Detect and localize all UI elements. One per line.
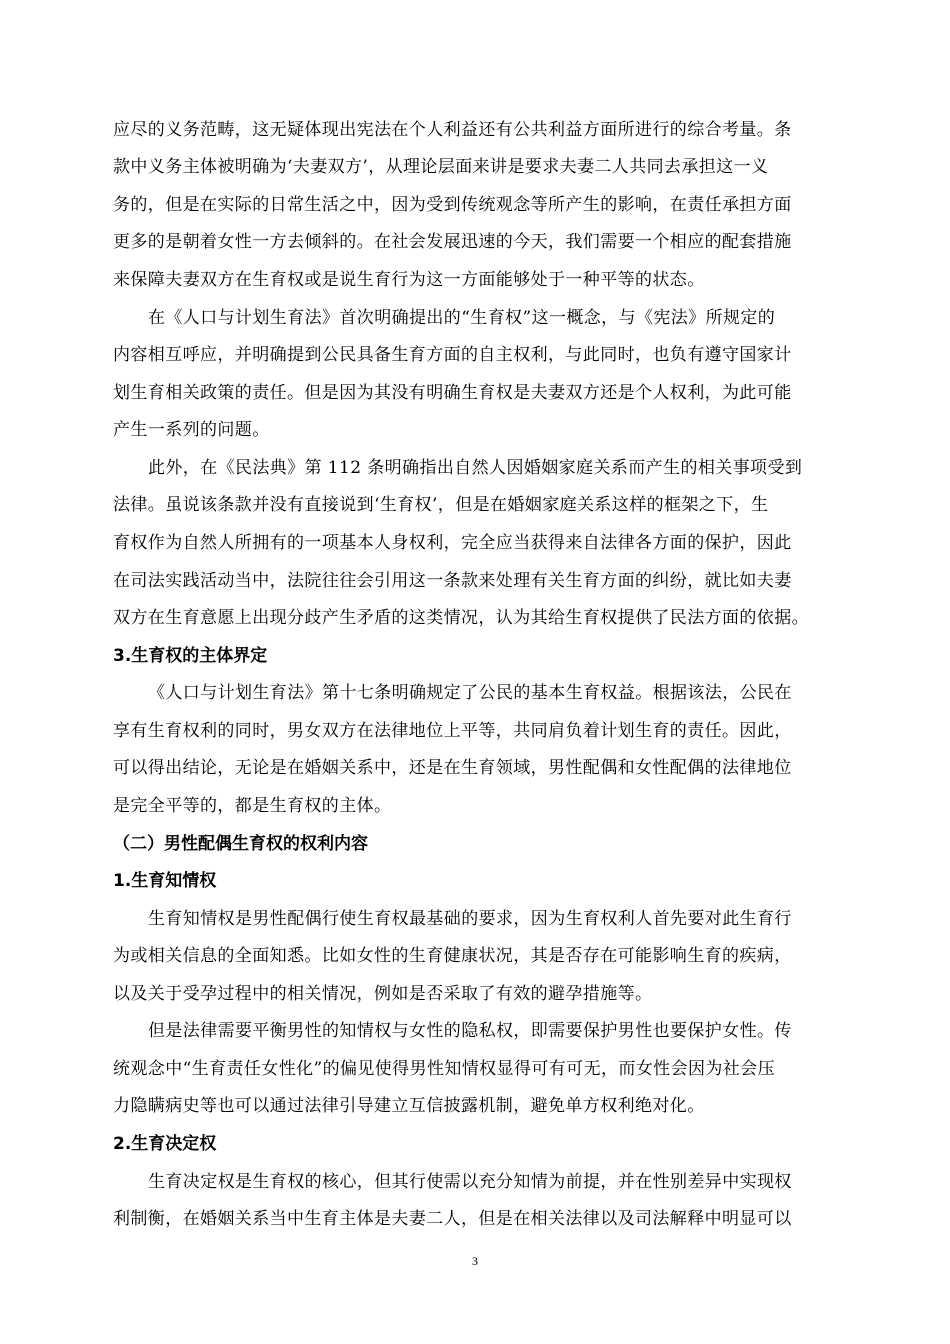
text-line: 产生一系列的问题。 xyxy=(113,420,270,440)
text-line: 法律。虽说该条款并没有直接说到‘生育权’，但是在婚姻家庭关系这样的框架之下，生 xyxy=(113,495,769,515)
text-line: 生育决定权是生育权的核心，但其行使需以充分知情为前提，并在性别差异中实现权 xyxy=(148,1172,792,1192)
text-line: 生育知情权是男性配偶行使生育权最基础的要求，因为生育权利人首先要对此生育行 xyxy=(148,909,792,929)
text-line: 款中义务主体被明确为‘夫妻双方’，从理论层面来讲是要求夫妻二人共同去承担这一义 xyxy=(113,157,769,177)
subsection-heading: 3.生育权的主体界定 xyxy=(113,646,268,666)
text-line: 育权作为自然人所拥有的一项基本人身权利，完全应当获得来自法律各方面的保护，因此 xyxy=(113,533,792,553)
text-line: 在《人口与计划生育法》首次明确提出的“生育权”这一概念，与《宪法》所规定的 xyxy=(148,308,776,328)
subsection-heading: 2.生育决定权 xyxy=(113,1134,217,1154)
text-line: 力隐瞒病史等也可以通过法律引导建立互信披露机制，避免单方权利绝对化。 xyxy=(113,1096,705,1116)
text-line: 利制衡，在婚姻关系当中生育主体是夫妻二人，但是在相关法律以及司法解释中明显可以 xyxy=(113,1209,792,1229)
subsection-heading: 1.生育知情权 xyxy=(113,871,217,891)
text-line: 内容相互呼应，并明确提到公民具备生育方面的自主权利，与此同时，也负有遵守国家计 xyxy=(113,345,792,365)
text-line: 来保障夫妻双方在生育权或是说生育行为这一方面能够处于一种平等的状态。 xyxy=(113,270,705,290)
text-line: 是完全平等的，都是生育权的主体。 xyxy=(113,796,392,816)
text-line: 但是法律需要平衡男性的知情权与女性的隐私权，即需要保护男性也要保护女性。传 xyxy=(148,1021,792,1041)
text-line: 应尽的义务范畴，这无疑体现出宪法在个人利益还有公共利益方面所进行的综合考量。条 xyxy=(113,120,792,140)
text-line: 更多的是朝着女性一方去倾斜的。在社会发展迅速的今天，我们需要一个相应的配套措施 xyxy=(113,232,792,252)
text-line: 统观念中“生育责任女性化”的偏见使得男性知情权显得可有可无，而女性会因为社会压 xyxy=(113,1059,775,1079)
text-line: 划生育相关政策的责任。但是因为其没有明确生育权是夫妻双方还是个人权利，为此可能 xyxy=(113,383,792,403)
text-line: 此外，在《民法典》第 112 条明确指出自然人因婚姻家庭关系而产生的相关事项受到 xyxy=(148,458,803,478)
section-heading: （二）男性配偶生育权的权利内容 xyxy=(113,834,368,854)
page-number: 3 xyxy=(472,1254,478,1268)
text-line: 可以得出结论，无论是在婚姻关系中，还是在生育领域，男性配偶和女性配偶的法律地位 xyxy=(113,758,792,778)
text-line: 以及关于受孕过程中的相关情况，例如是否采取了有效的避孕措施等。 xyxy=(113,984,653,1004)
text-line: 享有生育权利的同时，男女双方在法律地位上平等，共同肩负着计划生育的责任。因此， xyxy=(113,721,792,741)
text-line: 双方在生育意愿上出现分歧产生矛盾的这类情况，认为其给生育权提供了民法方面的依据。 xyxy=(113,608,809,628)
text-line: 为或相关信息的全面知悉。比如女性的生育健康状况，其是否存在可能影响生育的疾病， xyxy=(113,946,792,966)
text-line: 务的，但是在实际的日常生活之中，因为受到传统观念等所产生的影响，在责任承担方面 xyxy=(113,195,792,215)
text-line: 《人口与计划生育法》第十七条明确规定了公民的基本生育权益。根据该法，公民在 xyxy=(148,683,792,703)
text-line: 在司法实践活动当中，法院往往会引用这一条款来处理有关生育方面的纠纷，就比如夫妻 xyxy=(113,571,792,591)
